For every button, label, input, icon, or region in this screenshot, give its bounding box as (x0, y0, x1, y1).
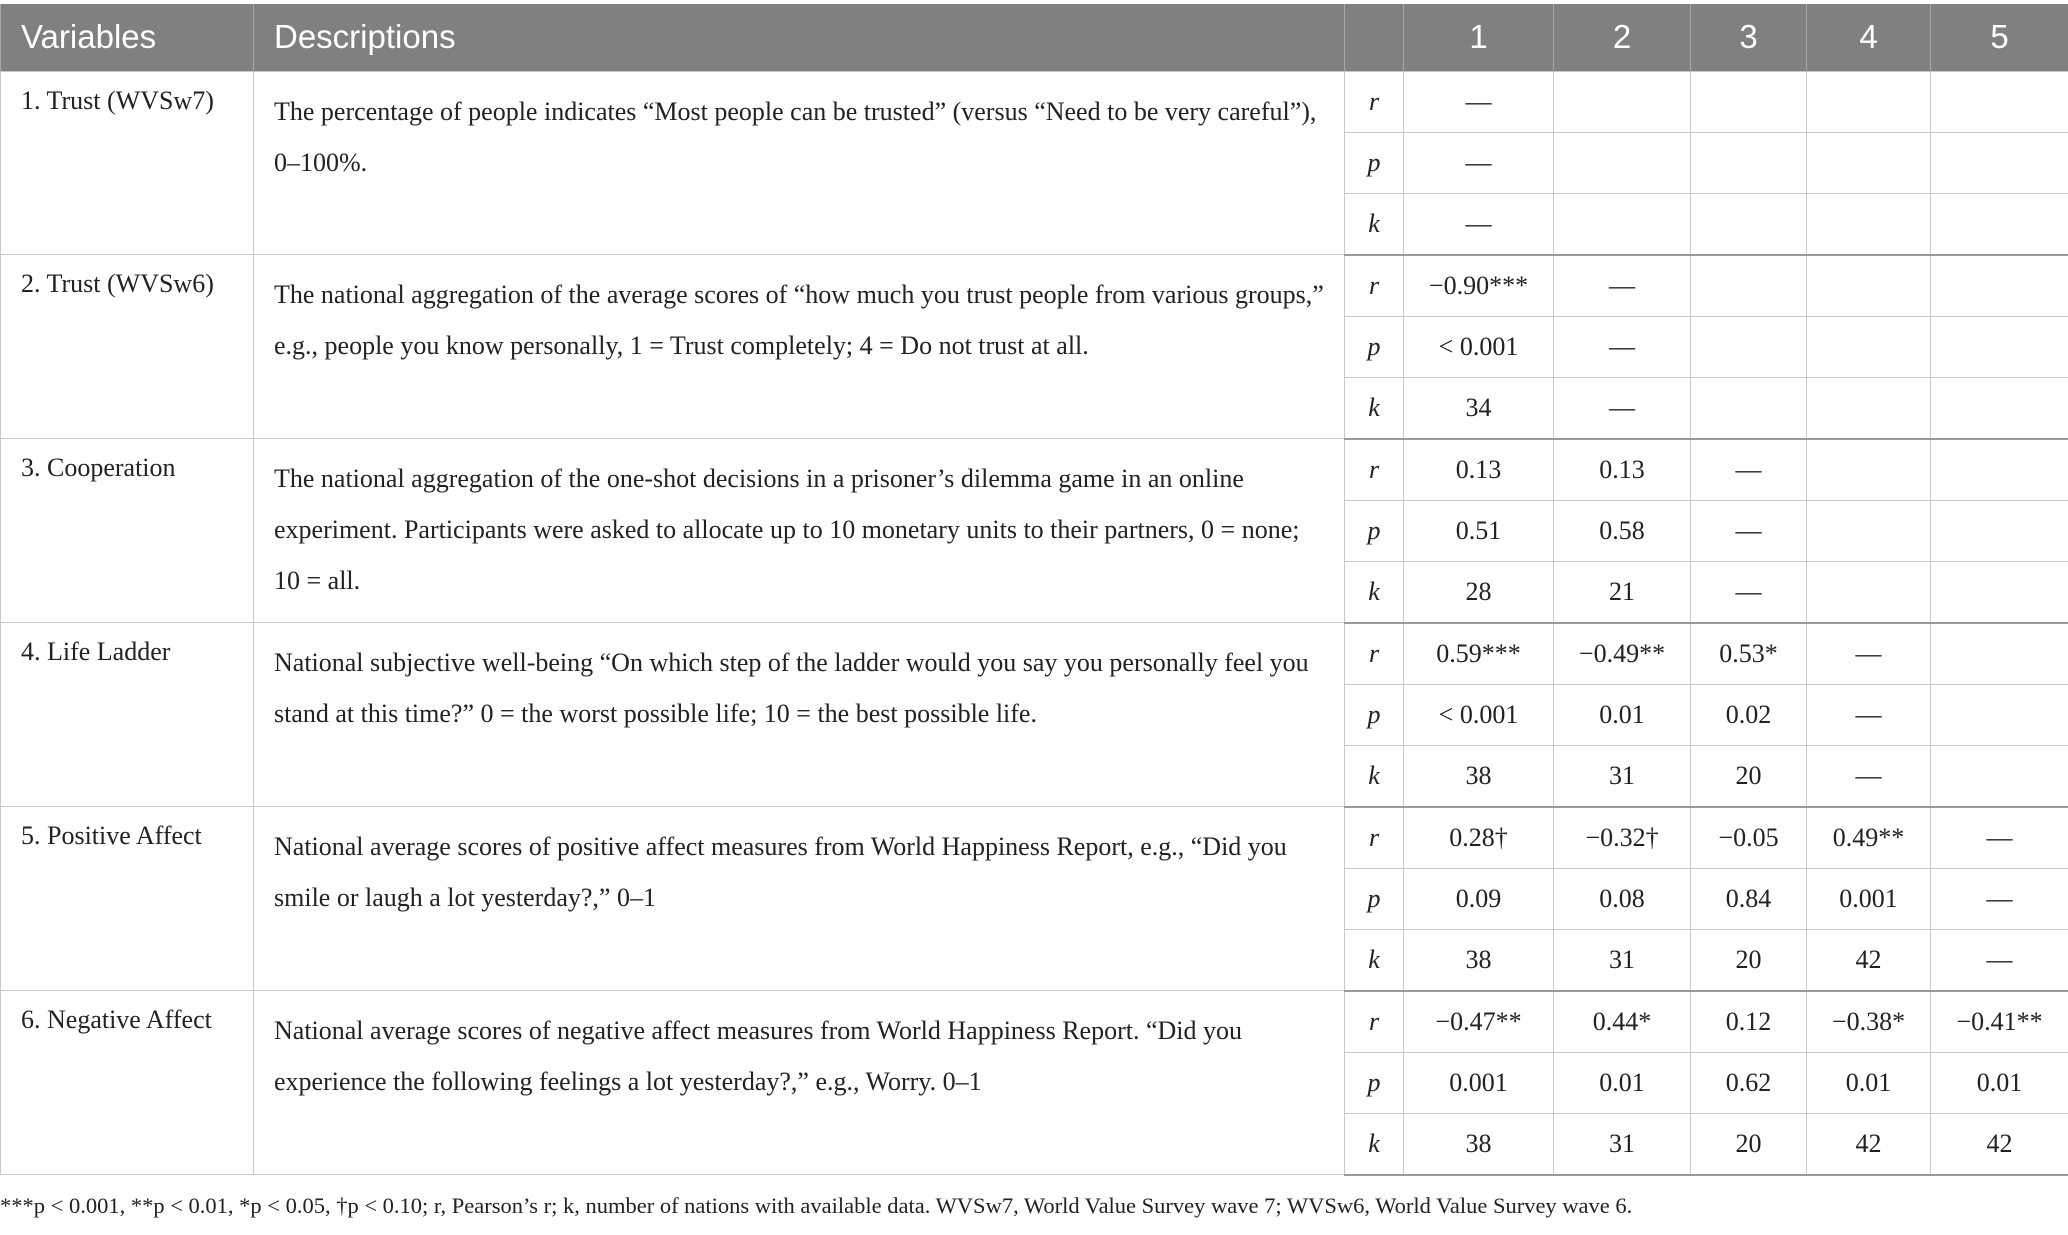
correlation-cell (1807, 71, 1931, 132)
correlation-cell (1807, 561, 1931, 623)
header-col-5: 5 (1931, 4, 2068, 71)
correlation-table (0, 4, 2068, 1176)
correlation-cell (1807, 377, 1931, 439)
stat-label: p (1345, 500, 1404, 561)
correlation-cell: — (1554, 377, 1691, 439)
correlation-cell (1691, 377, 1807, 439)
correlation-cell: — (1691, 561, 1807, 623)
stat-label: r (1345, 623, 1404, 685)
correlation-cell: 21 (1554, 561, 1691, 623)
correlation-cell: 0.01 (1931, 1052, 2068, 1113)
variable-description: National average scores of positive affect measures from World Happiness Report, e.g., “Did you smile or laugh a lot yesterday?,” 0–1 (254, 807, 1345, 991)
correlation-cell: −0.41** (1931, 991, 2068, 1053)
correlation-cell: 38 (1404, 929, 1554, 991)
correlation-cell (1931, 500, 2068, 561)
correlation-cell: 0.84 (1691, 868, 1807, 929)
correlation-cell (1931, 316, 2068, 377)
stat-label: p (1345, 1052, 1404, 1113)
correlation-cell (1691, 316, 1807, 377)
correlation-cell: — (1807, 745, 1931, 807)
correlation-cell (1807, 255, 1931, 317)
header-stat (1345, 4, 1404, 71)
correlation-cell: — (1404, 193, 1554, 255)
table-footnote: ***p < 0.001, **p < 0.01, *p < 0.05, †p < 0.10; r, Pearson’s r; k, number of nations with available data. WVSw7, World Value Survey wave 7; WVSw6, World Value Survey wave 6. (0, 1193, 1633, 1218)
correlation-cell (1554, 193, 1691, 255)
correlation-cell (1931, 377, 2068, 439)
correlation-cell: < 0.001 (1404, 316, 1554, 377)
variable-name: 3. Cooperation (1, 439, 254, 623)
stat-label: r (1345, 439, 1404, 501)
correlation-cell (1931, 193, 2068, 255)
correlation-cell: 38 (1404, 745, 1554, 807)
correlation-cell: 0.28† (1404, 807, 1554, 869)
correlation-cell (1554, 132, 1691, 193)
stat-label: r (1345, 255, 1404, 317)
correlation-cell: 0.58 (1554, 500, 1691, 561)
correlation-cell: 0.44* (1554, 991, 1691, 1053)
stat-label: r (1345, 991, 1404, 1053)
correlation-cell (1807, 132, 1931, 193)
table-row (1, 991, 2068, 1053)
correlation-cell: −0.47** (1404, 991, 1554, 1053)
correlation-cell: 0.51 (1404, 500, 1554, 561)
header-col-1: 1 (1404, 4, 1554, 71)
correlation-cell (1931, 255, 2068, 317)
correlation-cell (1931, 71, 2068, 132)
variable-name: 5. Positive Affect (1, 807, 254, 991)
correlation-cell (1931, 684, 2068, 745)
correlation-cell: 20 (1691, 745, 1807, 807)
header-col-4: 4 (1807, 4, 1931, 71)
correlation-cell (1807, 316, 1931, 377)
stat-label: p (1345, 684, 1404, 745)
correlation-cell: — (1691, 500, 1807, 561)
correlation-cell: — (1404, 71, 1554, 132)
header-col-2: 2 (1554, 4, 1691, 71)
correlation-cell: — (1931, 868, 2068, 929)
correlation-cell: 34 (1404, 377, 1554, 439)
table-row (1, 623, 2068, 685)
header-row (1, 4, 2068, 71)
variable-description: The national aggregation of the average scores of “how much you trust people from various groups,” e.g., people you know personally, 1 = Trust completely; 4 = Do not trust at all. (254, 255, 1345, 439)
correlation-cell: 0.02 (1691, 684, 1807, 745)
correlation-cell: −0.49** (1554, 623, 1691, 685)
correlation-cell: 0.001 (1404, 1052, 1554, 1113)
variable-name: 6. Negative Affect (1, 991, 254, 1175)
stat-label: p (1345, 132, 1404, 193)
correlation-cell: −0.90*** (1404, 255, 1554, 317)
header-variables: Variables (1, 4, 254, 71)
correlation-cell (1554, 71, 1691, 132)
stat-label: k (1345, 193, 1404, 255)
correlation-cell: 0.01 (1807, 1052, 1931, 1113)
stat-label: r (1345, 71, 1404, 132)
correlation-cell: 31 (1554, 745, 1691, 807)
correlation-cell: < 0.001 (1404, 684, 1554, 745)
correlation-cell (1931, 623, 2068, 685)
correlation-cell: 20 (1691, 1113, 1807, 1175)
correlation-cell (1807, 500, 1931, 561)
correlation-cell: — (1404, 132, 1554, 193)
correlation-cell: 0.08 (1554, 868, 1691, 929)
correlation-cell: 0.001 (1807, 868, 1931, 929)
correlation-cell: — (1931, 807, 2068, 869)
table-row (1, 71, 2068, 132)
correlation-cell: 0.01 (1554, 1052, 1691, 1113)
correlation-cell: 0.62 (1691, 1052, 1807, 1113)
stat-label: k (1345, 745, 1404, 807)
correlation-cell: 0.49** (1807, 807, 1931, 869)
correlation-cell: — (1807, 684, 1931, 745)
correlation-cell: 0.01 (1554, 684, 1691, 745)
table-row (1, 255, 2068, 317)
correlation-cell: 0.12 (1691, 991, 1807, 1053)
correlation-cell: 31 (1554, 929, 1691, 991)
correlation-cell: 31 (1554, 1113, 1691, 1175)
variable-description: National average scores of negative affect measures from World Happiness Report. “Did you experience the following feelings a lot yesterday?,” e.g., Worry. 0–1 (254, 991, 1345, 1175)
correlation-cell: — (1691, 439, 1807, 501)
correlation-cell: — (1807, 623, 1931, 685)
stat-label: p (1345, 868, 1404, 929)
correlation-cell: 42 (1931, 1113, 2068, 1175)
stat-label: p (1345, 316, 1404, 377)
stat-label: k (1345, 377, 1404, 439)
correlation-cell (1931, 561, 2068, 623)
stat-label: k (1345, 561, 1404, 623)
correlation-cell: −0.38* (1807, 991, 1931, 1053)
variable-name: 2. Trust (WVSw6) (1, 255, 254, 439)
correlation-cell: — (1931, 929, 2068, 991)
correlation-cell (1931, 745, 2068, 807)
stat-label: k (1345, 1113, 1404, 1175)
correlation-cell: — (1554, 316, 1691, 377)
correlation-cell: 0.13 (1554, 439, 1691, 501)
correlation-cell: 0.53* (1691, 623, 1807, 685)
correlation-cell: 20 (1691, 929, 1807, 991)
correlation-cell: −0.32† (1554, 807, 1691, 869)
correlation-cell (1931, 132, 2068, 193)
correlation-cell: 42 (1807, 1113, 1931, 1175)
correlation-cell: −0.05 (1691, 807, 1807, 869)
correlation-cell: 38 (1404, 1113, 1554, 1175)
stat-label: r (1345, 807, 1404, 869)
correlation-cell (1691, 71, 1807, 132)
stat-label: k (1345, 929, 1404, 991)
correlation-cell: 0.59*** (1404, 623, 1554, 685)
correlation-cell (1807, 439, 1931, 501)
table-row (1, 439, 2068, 501)
correlation-cell (1931, 439, 2068, 501)
correlation-cell: 0.13 (1404, 439, 1554, 501)
correlation-cell: — (1554, 255, 1691, 317)
correlation-cell: 0.09 (1404, 868, 1554, 929)
correlation-cell (1691, 132, 1807, 193)
variable-name: 4. Life Ladder (1, 623, 254, 807)
correlation-cell (1691, 255, 1807, 317)
correlation-cell: 42 (1807, 929, 1931, 991)
header-descriptions: Descriptions (254, 4, 1345, 71)
correlation-cell (1691, 193, 1807, 255)
variable-description: National subjective well-being “On which step of the ladder would you say you personally feel you stand at this time?” 0 = the worst possible life; 10 = the best possible life. (254, 623, 1345, 807)
variable-description: The national aggregation of the one-shot decisions in a prisoner’s dilemma game in an online experiment. Participants were asked to allocate up to 10 monetary units to their partners, 0 = none; 10 = all. (254, 439, 1345, 623)
variable-name: 1. Trust (WVSw7) (1, 71, 254, 255)
header-col-3: 3 (1691, 4, 1807, 71)
correlation-cell: 28 (1404, 561, 1554, 623)
table-row (1, 807, 2068, 869)
variable-description: The percentage of people indicates “Most people can be trusted” (versus “Need to be very careful”), 0–100%. (254, 71, 1345, 255)
correlation-cell (1807, 193, 1931, 255)
